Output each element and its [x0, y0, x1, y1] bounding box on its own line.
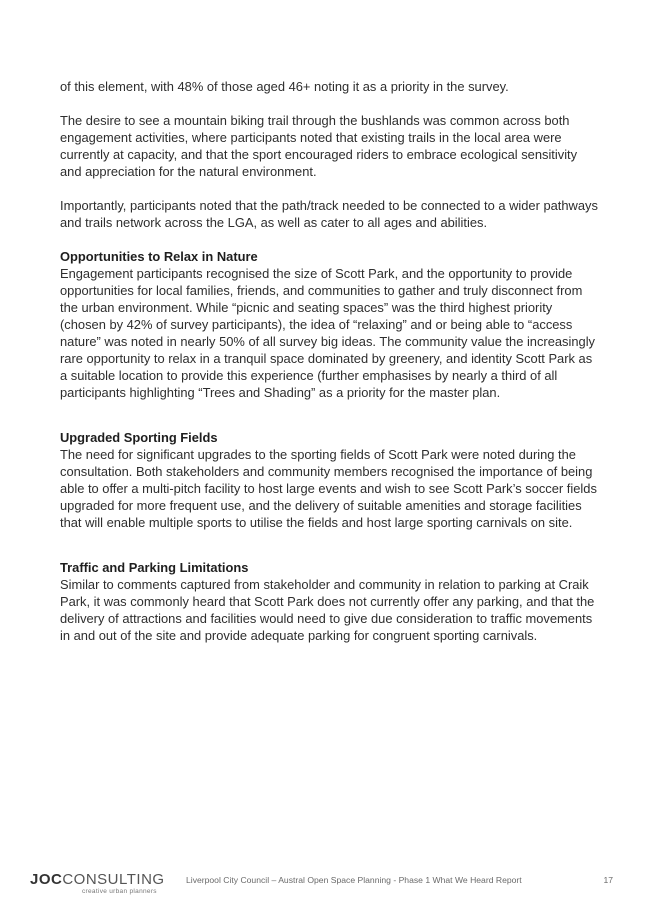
section-traffic-and-parking — [60, 559, 600, 644]
intro-paragraph-3: Importantly, participants noted that the path/track needed to be connected to a wider pathways and trails network across the LGA, as well as cater to all ages and abilities. — [60, 198, 598, 230]
section-text: The need for significant upgrades to the sporting fields of Scott Park were noted during the consultation. Both stakeholders and community members recognised the importance of being able to offer a multi-pitch facility to host large events and wish to see Scott Park’s soccer fields upgraded for more frequent use, and the delivery of suitable amenities and storage facilities that will enable multiple sports to utilise the fields and host large sporting carnivals on site. — [60, 447, 597, 530]
page-content — [60, 78, 600, 644]
section-text: Engagement participants recognised the size of Scott Park, and the opportunity to provide opportunities for local families, friends, and communities to gather and truly disconnect from the urban environment. While “picnic and seating spaces” was the third highest priority (chosen by 42% of survey participants), the idea of “relaxing” and or being able to “access nature” was noted in nearly 50% of all survey big ideas. The community value the increasingly rare opportunity to relax in a tranquil space dominated by greenery, and identity Scott Park as a suitable location to provide this experience (further emphasises by nearly a third of all participants highlighting “Trees and Shading” as a priority for the master plan. — [60, 266, 596, 400]
section-heading: Traffic and Parking Limitations — [60, 560, 249, 575]
page-footer — [30, 868, 613, 900]
section-heading: Opportunities to Relax in Nature — [60, 249, 258, 264]
joc-consulting-logo — [30, 871, 165, 902]
section-text: Similar to comments captured from stakeholder and community in relation to parking at Craik Park, it was commonly heard that Scott Park does not currently offer any parking, and that the delivery of attractions and facilities would need to give due consideration to traffic movements in and out of the site and provide adequate parking for congruent sporting carnivals. — [60, 577, 595, 643]
logo-light-text: CONSULTING — [62, 871, 165, 888]
report-title: Liverpool City Council – Austral Open Space Planning - Phase 1 What We Heard Report — [186, 875, 522, 885]
page-number: 17 — [603, 875, 613, 885]
section-heading: Upgraded Sporting Fields — [60, 430, 218, 445]
logo-tagline: creative urban planners — [82, 888, 157, 895]
intro-paragraph-2: The desire to see a mountain biking trail through the bushlands was common across both engagement activities, where participants noted that existing trails in the local area were currently at capacity, and that the sport encouraged riders to embrace ecological sensitivity and appreciation for the natural environment. — [60, 113, 578, 179]
intro-paragraph-1: of this element, with 48% of those aged 46+ noting it as a priority in the survey. — [60, 79, 509, 94]
logo-bold-text: JOC — [30, 871, 63, 888]
section-relax-in-nature — [60, 248, 600, 401]
section-upgraded-sporting-fields — [60, 429, 600, 531]
